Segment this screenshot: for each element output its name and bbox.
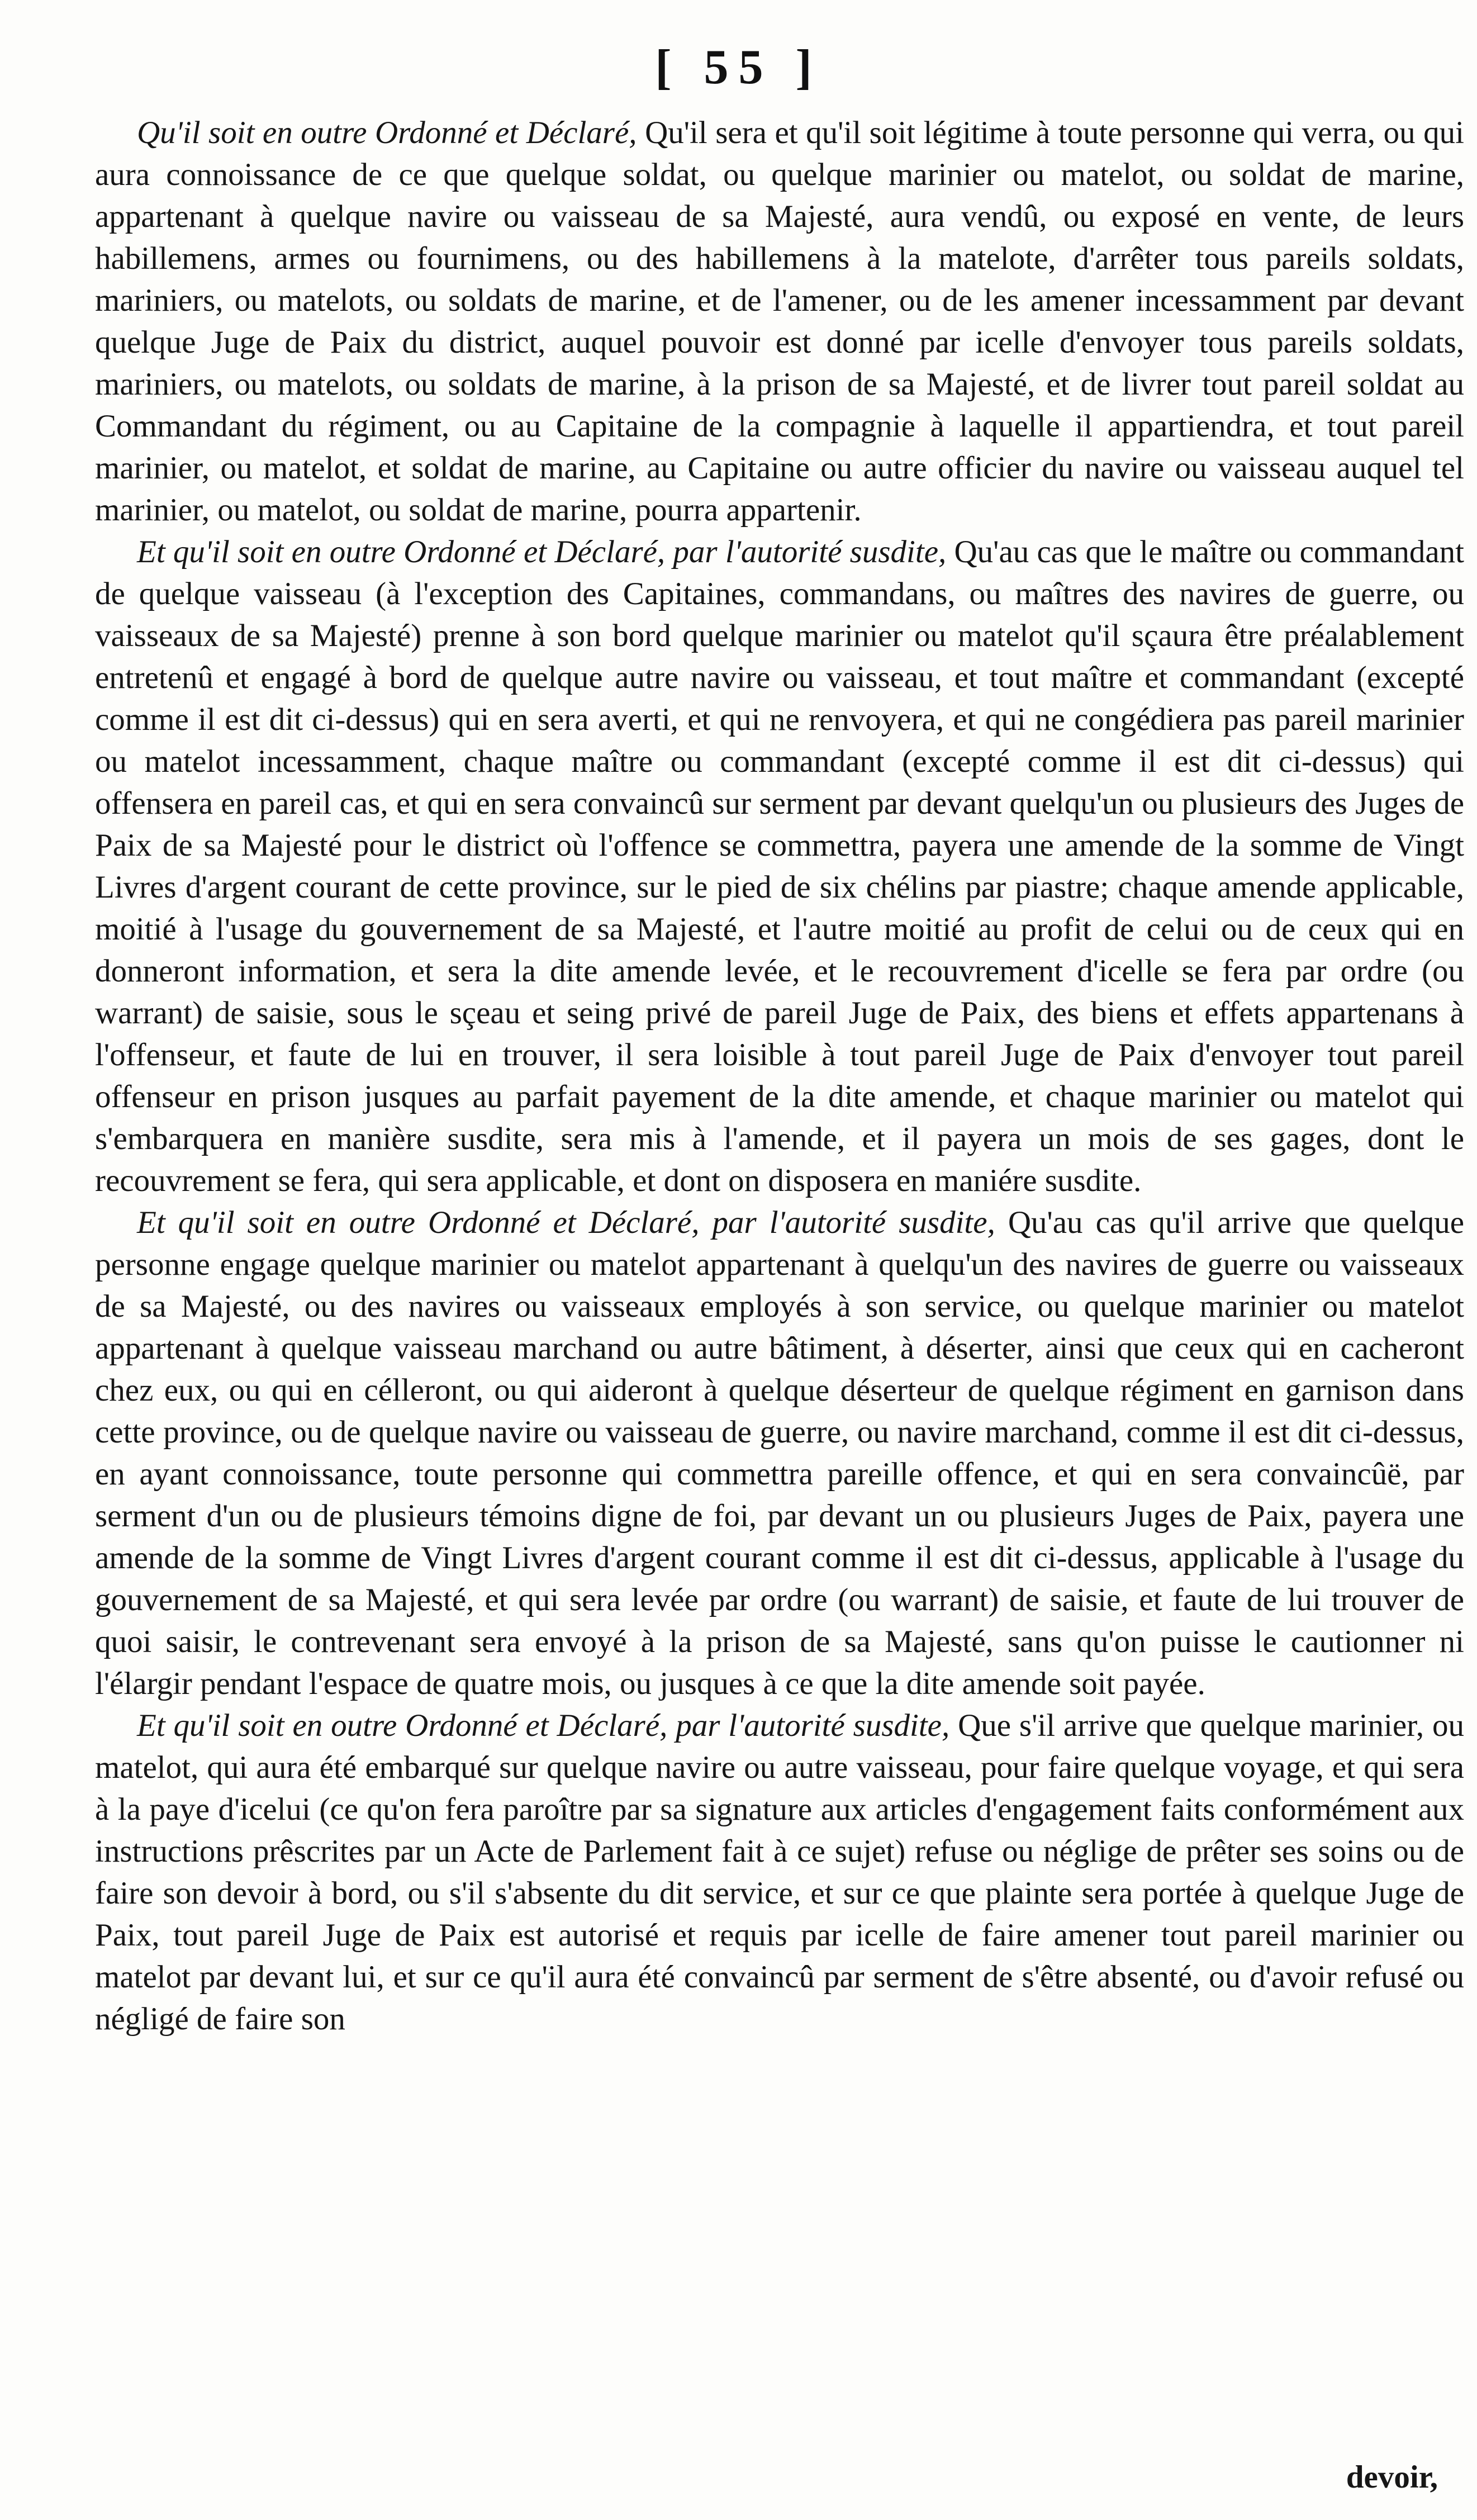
paragraph-2 — [95, 531, 1464, 1202]
paragraph-lead: Et qu'il soit en outre Ordonné et Déclaré, par l'autorité susdite, — [137, 1708, 950, 1743]
paragraph-lead: Et qu'il soit en outre Ordonné et Déclaré, par l'autorité susdite, — [137, 534, 947, 570]
paragraph-4 — [95, 1705, 1464, 2040]
catchword: devoir, — [1346, 2460, 1438, 2495]
paragraph-text: Qu'au cas que le maître ou commandant de quelque vaisseau (à l'exception des Capitaines, commandans, ou maîtres des navires de guerre, ou vaisseaux de sa Majesté) prenne à son bord quelque marinier ou matelot qu'il sçaura être préalablement entretenû et engagé à bord de quelque autre navire ou vaisseau, et tout maître et commandant (excepté comme il est dit ci-dessus) qui en sera averti, et qui ne renvoyera, et qui ne congédiera pas pareil marinier ou matelot incessamment, chaque maître ou commandant (excepté comme il est dit ci-dessus) qui offensera en pareil cas, et qui en sera convaincû sur serment par devant quelqu'un ou plusieurs des Juges de Paix de sa Majesté pour le district où l'offence se commettra, payera une amende de la somme de Vingt Livres d'argent courant de cette province, sur le pied de six chélins par piastre; chaque amende applicable, moitié à l'usage du gouvernement de sa Majesté, et l'autre moitié au profit de celui ou de ceux qui en donneront information, et sera la dite amende levée, et le recouvrement d'icelle se fera par ordre (ou warrant) de saisie, sous le sçeau et seing privé de pareil Juge de Paix, des biens et effets appartenans à l'offenseur, et faute de lui en trouver, il sera loisible à tout pareil Juge de Paix d'envoyer tout pareil offenseur en prison jusques au parfait payement de la dite amende, et chaque marinier ou matelot qui s'embarquera en manière susdite, sera mis à l'amende, et il payera un mois de ses gages, dont le recouvrement se fera, qui sera applicable, et dont on disposera en maniére susdite. — [95, 534, 1465, 1198]
paragraph-lead: Et qu'il soit en outre Ordonné et Déclaré, par l'autorité susdite, — [137, 1205, 995, 1240]
paragraph-text: Qu'il sera et qu'il soit légitime à toute personne qui verra, ou qui aura connoissance de ce que quelque soldat, ou quelque marinier ou matelot, ou soldat de marine, appartenant à quelque navire ou vaisseau de sa Majesté, aura vendû, ou exposé en vente, de leurs habillemens, armes ou fournimens, ou des habillemens à la matelote, d'arrêter tous pareils soldats, mariniers, ou matelots, ou soldats de marine, et de l'amener, ou de les amener incessamment par devant quelque Juge de Paix du district, auquel pouvoir est donné par icelle d'envoyer tous pareils soldats, mariniers, ou matelots, ou soldats de marine, à la prison de sa Majesté, et de livrer tout pareil soldat au Commandant du régiment, ou au Capitaine de la compagnie à laquelle il appartiendra, et tout pareil marinier, ou matelot, et soldat de marine, au Capitaine ou autre officier du navire ou vaisseau auquel tel marinier, ou matelot, ou soldat de marine, pourra appartenir. — [95, 115, 1464, 528]
page-number: [ 55 ] — [655, 40, 822, 94]
paragraph-3 — [95, 1202, 1464, 1705]
paragraph-text: Que s'il arrive que quelque marinier, ou matelot, qui aura été embarqué sur quelque navire ou autre vaisseau, pour faire quelque voyage, et qui sera à la paye d'icelui (ce qu'on fera paroître par sa signature aux articles d'engagement faits conformément aux instructions prêscrites par un Acte de Parlement fait à ce sujet) refuse ou néglige de prêter ses soins ou de faire son devoir à bord, ou s'il s'absente du dit service, et sur ce que plainte sera portée à quelque Juge de Paix, tout pareil Juge de Paix est autorisé et requis par icelle de faire amener tout pareil marinier ou matelot par devant lui, et sur ce qu'il aura été convaincû par serment de s'être absenté, ou d'avoir refusé ou négligé de faire son — [95, 1708, 1464, 2037]
paragraph-lead: Qu'il soit en outre Ordonné et Déclaré, — [137, 115, 637, 150]
paragraph-text: Qu'au cas qu'il arrive que quelque personne engage quelque marinier ou matelot appartenant à quelqu'un des navires de guerre ou vaisseaux de sa Majesté, ou des navires ou vaisseaux employés à son service, ou quelque marinier ou matelot appartenant à quelque vaisseau marchand ou autre bâtiment, à déserter, ainsi que ceux qui en cacheront chez eux, ou qui en célleront, ou qui aideront à quelque déserteur de quelque régiment en garnison dans cette province, ou de quelque navire ou vaisseau de guerre, ou navire marchand, comme il est dit ci-dessus, en ayant connoissance, toute personne qui commettra pareille offence, et qui en sera convaincûë, par serment d'un ou de plusieurs témoins digne de foi, par devant un ou plusieurs Juges de Paix, payera une amende de la somme de Vingt Livres d'argent courant comme il est dit ci-dessus, applicable à l'usage du gouvernement de sa Majesté, et qui sera levée par ordre (ou warrant) de saisie, et faute de lui trouver de quoi saisir, le contrevenant sera envoyé à la prison de sa Majesté, sans qu'on puisse le cautionner ni l'élargir pendant l'espace de quatre mois, ou jusques à ce que la dite amende soit payée. — [95, 1205, 1464, 1701]
paragraph-1 — [95, 112, 1464, 531]
body-text — [95, 112, 1464, 2040]
